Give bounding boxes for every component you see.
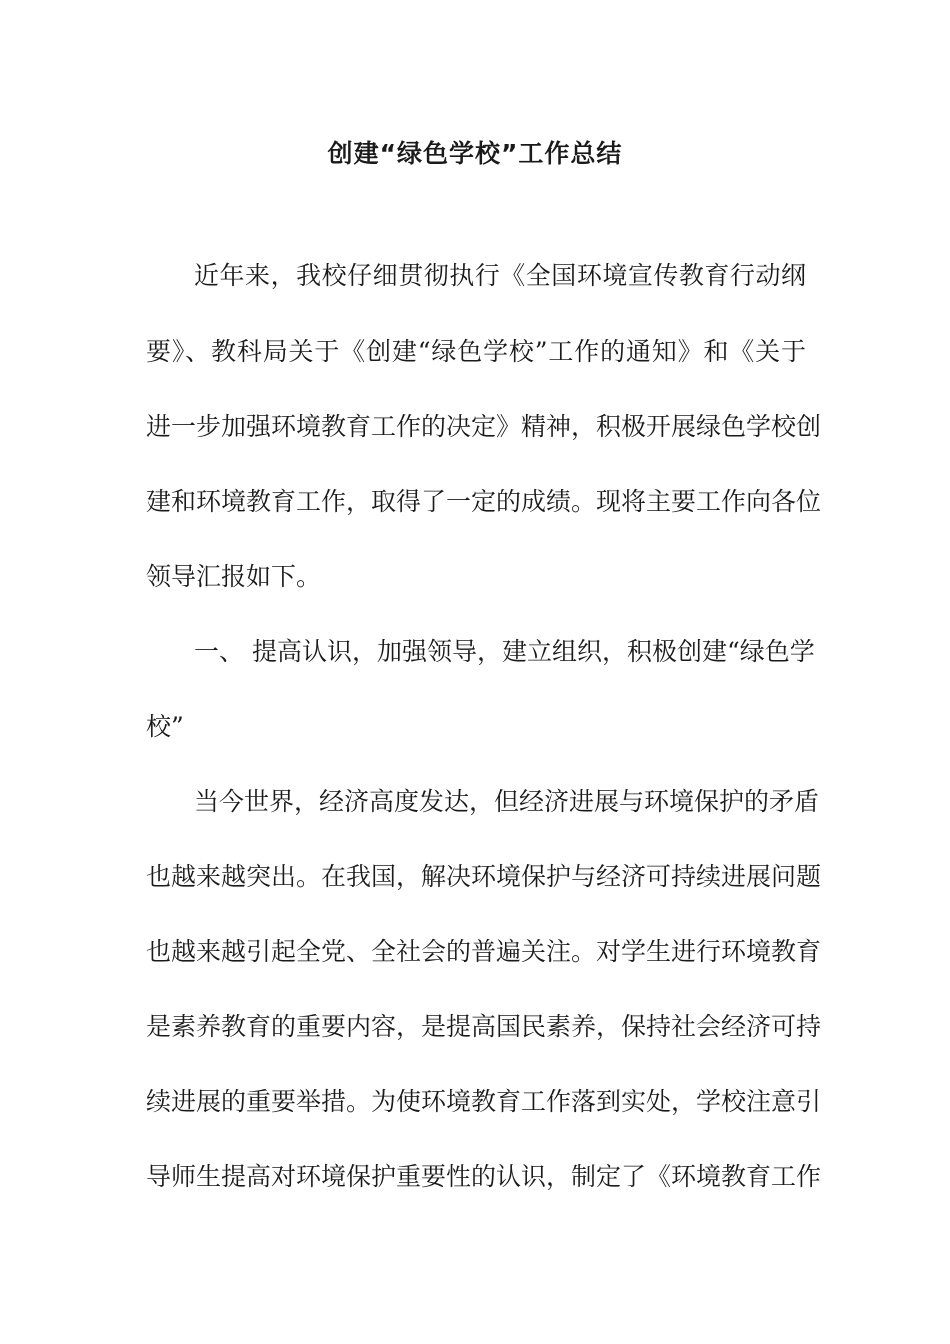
section-heading-line: 校” (146, 712, 184, 741)
paragraph-line: 领导汇报如下。 (146, 562, 322, 591)
paragraph-line: 是素养教育的重要内容，是提高国民素养，保持社会经济可持 (146, 1012, 822, 1041)
paragraph-line: 续进展的重要举措。为使环境教育工作落到实处，学校注意引 (146, 1087, 822, 1116)
paragraph-line: 导师生提高对环境保护重要性的认识，制定了《环境教育工作 (146, 1162, 822, 1191)
paragraph-line: 要》、教科局关于《创建“绿色学校”工作的通知》和《关于 (146, 337, 806, 366)
paragraph-line: 也越来越引起全党、全社会的普遍关注。对学生进行环境教育 (146, 937, 822, 966)
paragraph-line: 进一步加强环境教育工作的决定》精神，积极开展绿色学校创 (146, 412, 822, 441)
section-heading-line: 一、 提高认识，加强领导，建立组织，积极创建“绿色学 (194, 637, 815, 666)
paragraph-line: 近年来，我校仔细贯彻执行《全国环境宣传教育行动纲 (194, 261, 806, 290)
paragraph-line: 也越来越突出。在我国，解决环境保护与经济可持续进展问题 (146, 862, 822, 891)
paragraph-line: 当今世界，经济高度发达，但经济进展与环境保护的矛盾 (194, 787, 820, 816)
document-title: 创建“绿色学校”工作总结 (327, 139, 623, 168)
paragraph-line: 建和环境教育工作，取得了一定的成绩。现将主要工作向各位 (146, 487, 822, 516)
